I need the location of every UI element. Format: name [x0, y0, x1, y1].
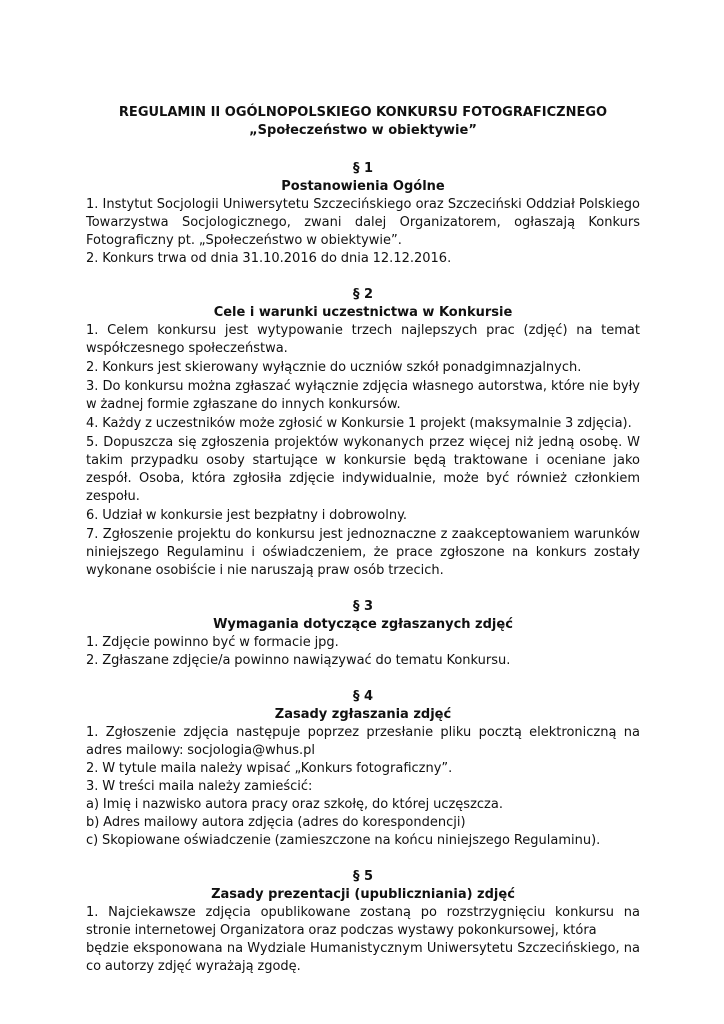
paragraph: będzie eksponowana na Wydziale Humanistycznym Uniwersytetu Szczecińskiego, na co autorzy zdjęć wyrażają zgodę. — [86, 941, 640, 974]
paragraph: 3. W treści maila należy zamieścić: — [86, 779, 313, 794]
document-subtitle: „Społeczeństwo w obiektywie” — [249, 123, 477, 138]
section-5 — [86, 868, 640, 976]
paragraph: 2. Zgłaszane zdjęcie/a powinno nawiązywać do tematu Konkursu. — [86, 653, 511, 668]
section-title: Wymagania dotyczące zgłaszanych zdjęć — [213, 617, 513, 632]
document-page — [86, 104, 640, 976]
paragraph: 1. Instytut Socjologii Uniwersytetu Szczecińskiego oraz Szczeciński Oddział Polskiego Towarzystwa Socjologicznego, zwani dalej Organizatorem, ogłaszają Konkurs Fotograficzny pt. „Społeczeństwo w obiektywie”. — [86, 197, 640, 248]
section-2 — [86, 286, 640, 580]
section-number: § 4 — [352, 689, 374, 704]
section-number: § 5 — [352, 869, 374, 884]
paragraph: a) Imię i nazwisko autora pracy oraz szkołę, do której uczęszcza. — [86, 797, 503, 812]
paragraph: 1. Celem konkursu jest wytypowanie trzech najlepszych prac (zdjęć) na temat współczesnego społeczeństwa. — [86, 323, 640, 356]
paragraph: b) Adres mailowy autora zdjęcia (adres do korespondencji) — [86, 815, 466, 830]
section-title: Zasady prezentacji (upubliczniania) zdjęć — [211, 887, 515, 902]
section-title: Zasady zgłaszania zdjęć — [274, 707, 452, 722]
paragraph: c) Skopiowane oświadczenie (zamieszczone na końcu niniejszego Regulaminu). — [86, 833, 601, 848]
section-1 — [86, 160, 640, 268]
paragraph: 6. Udział w konkursie jest bezpłatny i dobrowolny. — [86, 508, 408, 523]
paragraph: 1. Zgłoszenie zdjęcia następuje poprzez przesłanie pliku pocztą elektroniczną na adres mailowy: socjologia@whus.pl — [86, 725, 640, 758]
paragraph: 7. Zgłoszenie projektu do konkursu jest jednoznaczne z zaakceptowaniem warunków niniejszego Regulaminu i oświadczeniem, że prace zgłoszone na konkurs zostały wykonane osobiście i nie naruszają praw osób trzecich. — [86, 527, 640, 578]
paragraph: 3. Do konkursu można zgłaszać wyłącznie zdjęcia własnego autorstwa, które nie były w żadnej formie zgłaszane do innych konkursów. — [86, 379, 640, 412]
section-title: Cele i warunki uczestnictwa w Konkursie — [213, 305, 513, 320]
paragraph: 2. W tytule maila należy wpisać „Konkurs fotograficzny”. — [86, 761, 453, 776]
section-4 — [86, 688, 640, 850]
paragraph: 5. Dopuszcza się zgłoszenia projektów wykonanych przez więcej niż jedną osobę. W takim przypadku osoby startujące w konkursie będą traktowane i oceniane jako zespół. Osoba, która zgłosiła zdjęcie indywidualnie, może być również członkiem zespołu. — [86, 435, 640, 504]
section-3 — [86, 598, 640, 670]
section-title: Postanowienia Ogólne — [281, 179, 445, 194]
paragraph: 1. Zdjęcie powinno być w formacie jpg. — [86, 635, 339, 650]
section-number: § 2 — [352, 287, 374, 302]
document-title: REGULAMIN II OGÓLNOPOLSKIEGO KONKURSU FOTOGRAFICZNEGO — [118, 105, 608, 120]
section-number: § 1 — [352, 161, 374, 176]
paragraph: 4. Każdy z uczestników może zgłosić w Konkursie 1 projekt (maksymalnie 3 zdjęcia). — [86, 416, 632, 431]
paragraph: 1. Najciekawsze zdjęcia opublikowane zostaną po rozstrzygnięciu konkursu na stronie internetowej Organizatora oraz podczas wystawy pokonkursowej, która — [86, 905, 640, 938]
paragraph: 2. Konkurs trwa od dnia 31.10.2016 do dnia 12.12.2016. — [86, 251, 452, 266]
paragraph: 2. Konkurs jest skierowany wyłącznie do uczniów szkół ponadgimnazjalnych. — [86, 360, 582, 375]
section-number: § 3 — [352, 599, 374, 614]
